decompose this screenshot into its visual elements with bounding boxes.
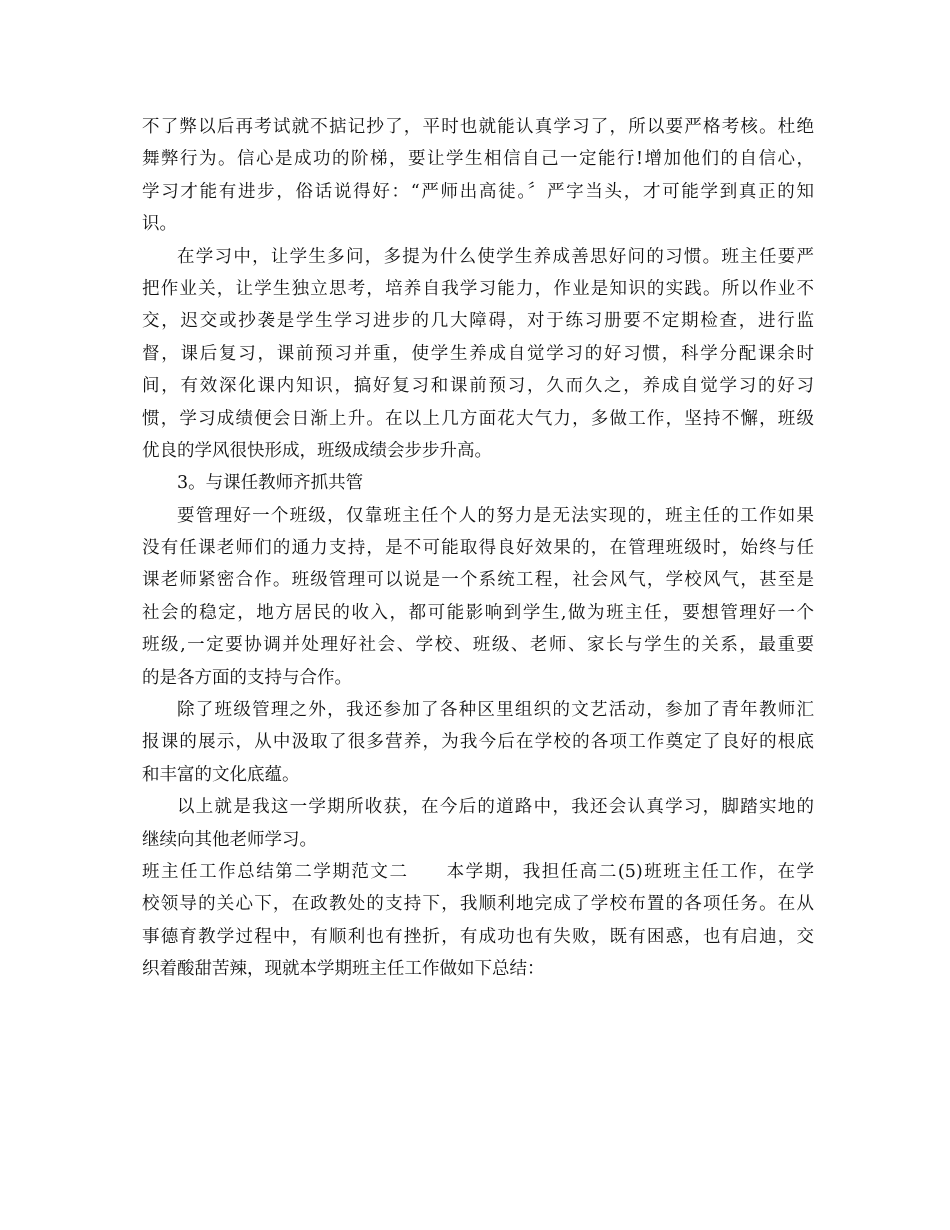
- text-line: 继续向其他老师学习。: [142, 829, 317, 850]
- text-line: 要管理好一个班级，仅靠班主任个人的努力是无法实现的，班主任的工作如果: [177, 505, 814, 526]
- text-line: 优良的学风很快形成，班级成绩会步步升高。: [142, 440, 492, 461]
- text-line: 课老师紧密合作。班级管理可以说是一个系统工程，社会风气，学校风气，甚至是: [142, 570, 814, 591]
- text-line: 事德育教学过程中，有顺利也有挫折，有成功也有失败，既有困惑，也有启迪，交: [142, 926, 814, 947]
- text-line: 班级,一定要协调并处理好社会、学校、班级、老师、家长与学生的关系，最重要: [142, 635, 814, 656]
- text-line: 交，迟交或抄袭是学生学习进步的几大障碍，对于练习册要不定期检查，进行监: [142, 311, 814, 332]
- text-line: 和丰富的文化底蕴。: [142, 764, 300, 785]
- text-line: 班主任工作总结第二学期范文二 本学期，我担任高二(5)班班主任工作，在学: [142, 861, 814, 882]
- text-line: 惯，学习成绩便会日渐上升。在以上几方面花大气力，多做工作，坚持不懈，班级: [142, 408, 814, 429]
- text-line: 识。: [142, 214, 177, 235]
- text-line: 社会的稳定，地方居民的收入，都可能影响到学生,做为班主任，要想管理好一个: [142, 602, 814, 623]
- text-line: 的是各方面的支持与合作。: [142, 667, 352, 688]
- text-line: 校领导的关心下，在政教处的支持下，我顺利地完成了学校布置的各项任务。在从: [142, 894, 814, 915]
- text-line: 间，有效深化课内知识，搞好复习和课前预习，久而久之，养成自觉学习的好习: [142, 376, 814, 397]
- text-line: 把作业关，让学生独立思考，培养自我学习能力，作业是知识的实践。所以作业不: [142, 278, 814, 299]
- text-line: 督，课后复习，课前预习并重，使学生养成自觉学习的好习惯，科学分配课余时: [142, 343, 814, 364]
- text-line: 3。与课任教师齐抓共管: [177, 473, 364, 494]
- text-line: 以上就是我这一学期所收获，在今后的道路中，我还会认真学习，脚踏实地的: [177, 797, 814, 818]
- text-line: 学习才能有进步，俗话说得好：“严师出高徒。〞严字当头，才可能学到真正的知: [142, 181, 814, 202]
- text-line: 没有任课老师们的通力支持，是不可能取得良好效果的，在管理班级时，始终与任: [142, 538, 814, 559]
- text-line: 不了弊以后再考试就不掂记抄了，平时也就能认真学习了，所以要严格考核。杜绝: [142, 117, 814, 137]
- text-line: 织着酸甜苦辣，现就本学期班主任工作做如下总结：: [142, 959, 545, 980]
- text-line: 报课的展示，从中汲取了很多营养，为我今后在学校的各项工作奠定了良好的根底: [142, 732, 814, 753]
- text-line: 在学习中，让学生多问，多提为什么使学生养成善思好问的习惯。班主任要严: [177, 246, 814, 267]
- text-line: 除了班级管理之外，我还参加了各种区里组织的文艺活动，参加了青年教师汇: [177, 700, 814, 721]
- text-line: 舞弊行为。信心是成功的阶梯，要让学生相信自己一定能行!增加他们的自信心，: [142, 149, 814, 170]
- document-body: [142, 111, 814, 986]
